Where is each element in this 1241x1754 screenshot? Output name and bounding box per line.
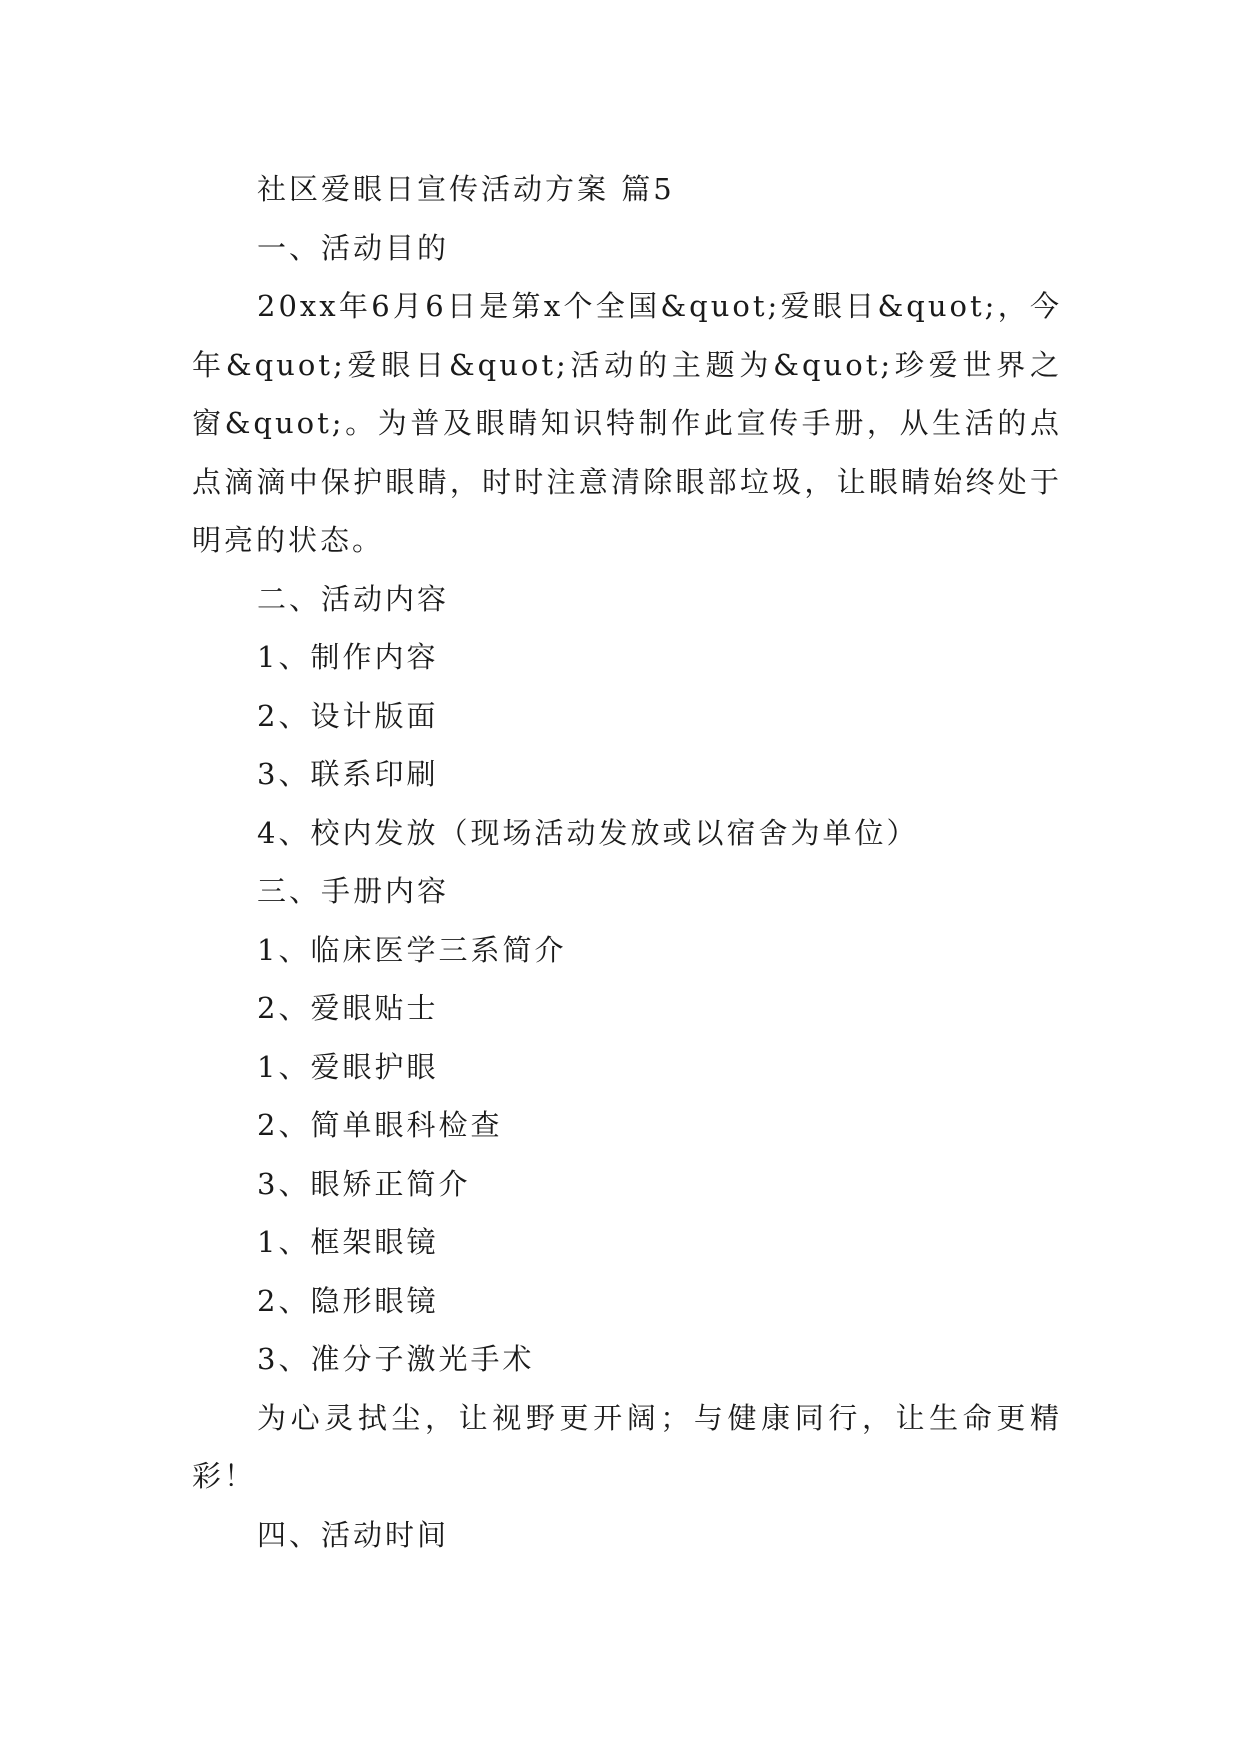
list-item: 1、制作内容 xyxy=(257,640,439,674)
list-item: 3、准分子激光手术 xyxy=(257,1342,535,1376)
list-item: 2、隐形眼镜 xyxy=(257,1283,439,1318)
section-heading-manual: 三、手册内容 xyxy=(257,874,450,908)
list-item: 3、眼矫正简介 xyxy=(257,1166,471,1201)
list-item: 2、爱眼贴士 xyxy=(257,991,439,1025)
purpose-paragraph: 20xx年6月6日是第x个全国&quot;爱眼日&quot;，今年&quot;爱眼日&quot;活动的主题为&quot;珍爱世界之窗&quot;。为普及眼睛知识特制作此宣传手册，从生活的点点滴滴中保护眼睛，时时注意清除眼部垃圾，让眼睛始终处于明亮的状态。 xyxy=(192,289,1062,557)
list-item: 1、框架眼镜 xyxy=(257,1225,439,1259)
section-heading-time: 四、活动时间 xyxy=(257,1517,450,1552)
document-body xyxy=(192,160,1062,1564)
section-heading-purpose: 一、活动目的 xyxy=(257,230,450,265)
document-title: 社区爱眼日宣传活动方案 篇5 xyxy=(257,172,675,206)
list-item: 4、校内发放（现场活动发放或以宿舍为单位） xyxy=(257,815,919,850)
list-item: 2、设计版面 xyxy=(257,698,439,733)
list-item: 3、联系印刷 xyxy=(257,757,439,791)
list-item: 2、简单眼科检查 xyxy=(257,1108,503,1142)
section-heading-content: 二、活动内容 xyxy=(257,581,450,616)
slogan-paragraph: 为心灵拭尘，让视野更开阔；与健康同行，让生命更精彩！ xyxy=(192,1400,1062,1493)
list-item: 1、临床医学三系简介 xyxy=(257,932,567,967)
list-item: 1、爱眼护眼 xyxy=(257,1049,439,1084)
